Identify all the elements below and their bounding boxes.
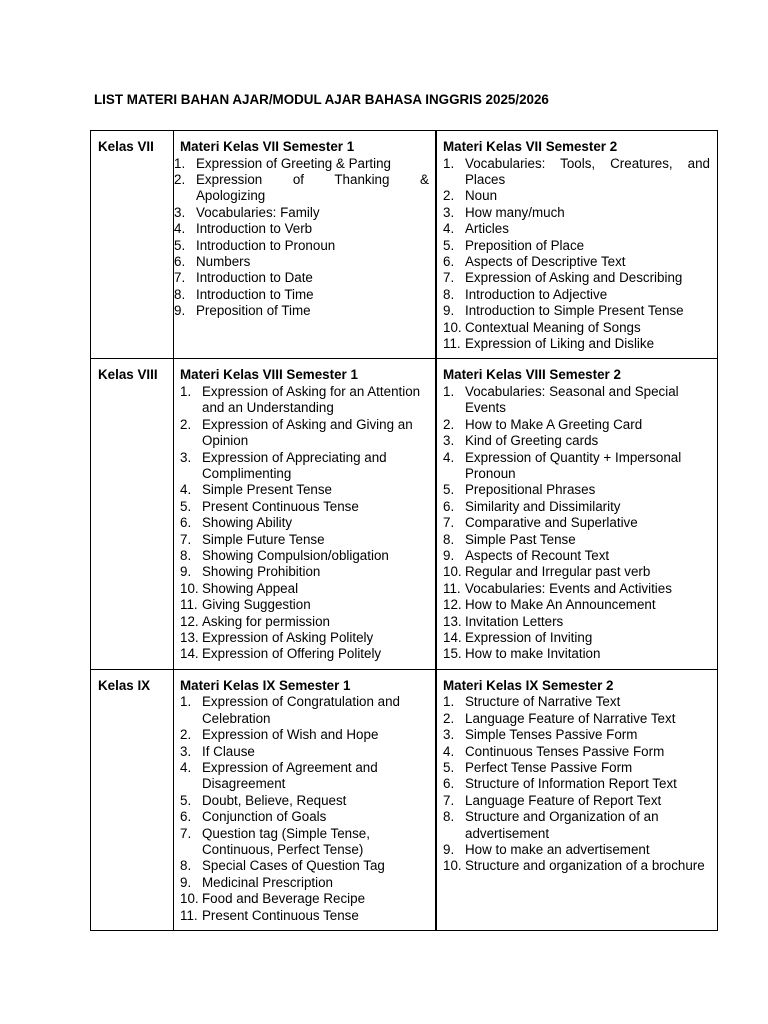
semester-1-cell — [174, 131, 437, 359]
item-number: 6. — [180, 809, 192, 825]
semester-2-cell — [436, 669, 718, 930]
item-number: 7. — [180, 531, 192, 547]
item-number: 1. — [443, 694, 455, 710]
item-number: 9. — [174, 303, 186, 319]
item-number: 6. — [174, 253, 186, 269]
item-number: 4. — [443, 449, 455, 465]
item-text: Similarity and Dissimilarity — [465, 498, 621, 514]
item-number: 12. — [443, 597, 462, 613]
item-number: 8. — [180, 547, 192, 563]
item-text: Prepositional Phrases — [465, 482, 596, 498]
list-item — [437, 694, 717, 710]
list-item — [437, 727, 717, 743]
item-text: Introduction to Time — [196, 286, 314, 302]
list-item — [437, 515, 717, 531]
item-number: 2. — [443, 188, 455, 204]
item-text: Expression of Liking and Dislike — [465, 335, 655, 351]
item-number: 13. — [180, 629, 199, 645]
item-number: 2. — [180, 416, 192, 432]
item-text: Expression of Offering Politely — [202, 646, 382, 662]
item-text: Simple Present Tense — [202, 482, 333, 498]
item-number: 6. — [443, 776, 455, 792]
item-number: 6. — [443, 253, 455, 269]
list-item — [174, 303, 435, 319]
list-item — [174, 254, 435, 270]
item-text: Kind of Greeting cards — [465, 433, 599, 449]
item-text: Vocabularies: Family — [196, 204, 320, 220]
kelas-cell — [91, 669, 174, 930]
list-item — [437, 646, 717, 662]
list-item — [437, 156, 717, 189]
list-item — [174, 384, 435, 417]
item-text — [196, 172, 435, 205]
list-item — [437, 776, 717, 792]
item-number: 9. — [443, 303, 455, 319]
item-text: Preposition of Place — [465, 237, 585, 253]
item-text: Introduction to Date — [196, 270, 313, 286]
item-text: Simple Future Tense — [202, 531, 325, 547]
item-number: 3. — [180, 743, 192, 759]
materi-list — [437, 694, 717, 874]
list-item — [174, 630, 435, 646]
list-item — [437, 858, 717, 874]
list-item — [437, 417, 717, 433]
item-number: 5. — [174, 237, 186, 253]
list-item — [174, 482, 435, 498]
item-text: Structure and organization of a brochure — [465, 858, 705, 874]
item-number: 2. — [174, 171, 186, 187]
item-text: Structure of Narrative Text — [465, 694, 621, 710]
item-number: 1. — [180, 694, 192, 710]
list-item — [437, 842, 717, 858]
item-number: 7. — [443, 515, 455, 531]
item-number: 8. — [443, 286, 455, 302]
semester-title: Materi Kelas VIII Semester 2 — [443, 367, 621, 383]
list-item — [174, 646, 435, 662]
item-text: Asking for permission — [202, 613, 331, 629]
list-item — [437, 205, 717, 221]
item-number: 10. — [443, 858, 462, 874]
item-number: 2. — [443, 416, 455, 432]
semester-title: Materi Kelas VII Semester 2 — [443, 139, 618, 154]
item-text: Present Continuous Tense — [202, 498, 359, 514]
materi-list — [437, 384, 717, 663]
list-item — [174, 858, 435, 874]
item-text: Expression of Congratulation and Celebration — [202, 694, 401, 726]
list-item — [437, 630, 717, 646]
list-item — [174, 270, 435, 286]
list-item — [174, 548, 435, 564]
item-number: 9. — [180, 564, 192, 580]
item-number: 1. — [443, 383, 455, 399]
item-text: Giving Suggestion — [202, 597, 311, 613]
list-item — [174, 221, 435, 237]
semester-2-cell — [436, 359, 718, 669]
item-text: Introduction to Simple Present Tense — [465, 303, 684, 319]
list-item — [437, 564, 717, 580]
item-text: How to Make A Greeting Card — [465, 416, 643, 432]
item-number: 9. — [443, 547, 455, 563]
item-text: Preposition of Time — [196, 303, 311, 319]
list-item — [437, 809, 717, 842]
item-number: 1. — [180, 383, 192, 399]
item-text-line: Expression of Thanking & — [196, 171, 429, 187]
item-number: 5. — [180, 498, 192, 514]
item-text: How to make Invitation — [465, 646, 601, 662]
item-number: 12. — [180, 613, 199, 629]
item-number: 3. — [174, 204, 186, 220]
list-item — [174, 875, 435, 891]
item-text: Doubt, Believe, Request — [202, 792, 347, 808]
item-number: 11. — [443, 580, 461, 596]
item-text: Regular and Irregular past verb — [465, 564, 651, 580]
item-text: Special Cases of Question Tag — [202, 858, 385, 874]
list-item — [174, 891, 435, 907]
item-text: If Clause — [202, 743, 255, 759]
semester-1-cell — [174, 669, 437, 930]
item-number: 4. — [443, 221, 455, 237]
item-text: Showing Compulsion/obligation — [202, 547, 389, 563]
list-item — [174, 908, 435, 924]
list-item — [174, 532, 435, 548]
item-text: Aspects of Recount Text — [465, 547, 610, 563]
list-item — [437, 188, 717, 204]
item-number: 5. — [443, 482, 455, 498]
list-item — [174, 172, 435, 205]
item-text — [465, 156, 717, 189]
list-item — [174, 499, 435, 515]
item-number: 14. — [443, 629, 462, 645]
list-item — [174, 156, 435, 172]
item-text: Question tag (Simple Tense, Continuous, Perfect Tense) — [202, 825, 370, 857]
item-number: 3. — [443, 204, 455, 220]
item-text: Numbers — [196, 253, 251, 269]
item-text: Structure of Information Report Text — [465, 776, 677, 792]
item-text: Language Feature of Narrative Text — [465, 710, 676, 726]
materi-list — [437, 156, 717, 353]
kelas-cell — [91, 131, 174, 359]
item-number: 11. — [180, 597, 198, 613]
item-number: 15. — [443, 646, 462, 662]
item-text: Expression of Appreciating and Complimenting — [202, 449, 387, 481]
item-text: Introduction to Adjective — [465, 286, 608, 302]
list-item — [437, 499, 717, 515]
item-number: 4. — [180, 482, 192, 498]
semester-2-cell — [436, 131, 718, 359]
item-number: 10. — [180, 891, 199, 907]
list-item — [174, 581, 435, 597]
item-text: Invitation Letters — [465, 613, 564, 629]
list-item — [174, 450, 435, 483]
list-item — [437, 711, 717, 727]
item-number: 3. — [443, 727, 455, 743]
list-item — [174, 614, 435, 630]
document-title: LIST MATERI BAHAN AJAR/MODUL AJAR BAHASA INGGRIS 2025/2026 — [94, 92, 549, 107]
item-number: 3. — [180, 449, 192, 465]
item-text: Expression of Quantity + Impersonal Pronoun — [465, 449, 682, 481]
item-text: Expression of Greeting & Parting — [196, 155, 392, 171]
item-number: 4. — [174, 221, 186, 237]
item-text: Simple Past Tense — [465, 531, 576, 547]
list-item — [437, 548, 717, 564]
list-item — [174, 809, 435, 825]
list-item — [437, 760, 717, 776]
table-row-kelas-viii — [91, 359, 718, 669]
list-item — [174, 564, 435, 580]
item-number: 14. — [180, 646, 199, 662]
semester-title: Materi Kelas IX Semester 1 — [180, 677, 351, 693]
materi-list — [174, 694, 435, 924]
item-number: 8. — [174, 286, 186, 302]
item-text: Structure and Organization of an advertisement — [465, 809, 659, 841]
materi-table — [90, 130, 718, 931]
list-item — [437, 433, 717, 449]
semester-title: Materi Kelas VII Semester 1 — [180, 139, 355, 154]
list-item — [437, 221, 717, 237]
item-text: Articles — [465, 221, 509, 237]
item-number: 4. — [180, 759, 192, 775]
list-item — [437, 238, 717, 254]
item-number: 7. — [443, 270, 455, 286]
item-text: How to Make An Announcement — [465, 597, 656, 613]
list-item — [437, 287, 717, 303]
item-text: Expression of Asking and Giving an Opinion — [202, 416, 413, 449]
list-item — [174, 205, 435, 221]
list-item — [437, 793, 717, 809]
list-item — [437, 614, 717, 630]
item-text: Present Continuous Tense — [202, 907, 359, 923]
list-item — [174, 760, 435, 793]
item-number: 6. — [180, 515, 192, 531]
list-item — [174, 287, 435, 303]
item-number: 8. — [443, 531, 455, 547]
item-number: 7. — [443, 792, 455, 808]
list-item — [437, 597, 717, 613]
item-number: 5. — [443, 759, 455, 775]
item-number: 9. — [443, 841, 455, 857]
item-text-line: Places — [465, 171, 506, 187]
kelas-label: Kelas VII — [98, 139, 154, 154]
list-item — [437, 336, 717, 352]
list-item — [174, 744, 435, 760]
list-item — [174, 694, 435, 727]
item-number: 8. — [443, 809, 455, 825]
item-text-line: Vocabularies: Tools, Creatures, and — [465, 155, 710, 171]
materi-list — [174, 156, 435, 320]
item-text: Simple Tenses Passive Form — [465, 727, 638, 743]
list-item — [437, 482, 717, 498]
list-item — [437, 320, 717, 336]
item-number: 4. — [443, 743, 455, 759]
item-number: 11. — [443, 335, 461, 351]
item-text: Expression of Wish and Hope — [202, 727, 379, 743]
item-text: Introduction to Verb — [196, 221, 313, 237]
item-text: Aspects of Descriptive Text — [465, 253, 626, 269]
list-item — [174, 417, 435, 450]
item-number: 6. — [443, 498, 455, 514]
list-item — [174, 515, 435, 531]
item-text: Expression of Agreement and Disagreement — [202, 759, 378, 792]
item-number: 11. — [180, 907, 198, 923]
item-number: 3. — [443, 433, 455, 449]
item-text: Conjunction of Goals — [202, 809, 327, 825]
list-item — [174, 727, 435, 743]
list-item — [437, 532, 717, 548]
kelas-label: Kelas IX — [98, 677, 151, 693]
table-row-kelas-vii — [91, 131, 718, 359]
item-number: 1. — [174, 155, 186, 171]
list-item — [174, 793, 435, 809]
item-text: Expression of Inviting — [465, 629, 593, 645]
materi-list — [174, 384, 435, 663]
item-text: Vocabularies: Seasonal and Special Events — [465, 383, 679, 416]
list-item — [437, 384, 717, 417]
item-text: Contextual Meaning of Songs — [465, 319, 641, 335]
item-number: 7. — [180, 825, 192, 841]
item-text: Introduction to Pronoun — [196, 237, 336, 253]
item-text: Showing Prohibition — [202, 564, 321, 580]
item-text: Showing Ability — [202, 515, 293, 531]
item-text: Vocabularies: Events and Activities — [465, 580, 672, 596]
item-text: Noun — [465, 188, 498, 204]
item-number: 5. — [180, 792, 192, 808]
list-item — [437, 254, 717, 270]
table-row-kelas-ix — [91, 669, 718, 930]
item-text: Expression of Asking for an Attention and an Understanding — [202, 383, 421, 416]
item-text: Expression of Asking and Describing — [465, 270, 683, 286]
item-number: 10. — [443, 319, 462, 335]
semester-1-cell — [174, 359, 437, 669]
item-number: 2. — [180, 727, 192, 743]
item-number: 8. — [180, 858, 192, 874]
item-text: Food and Beverage Recipe — [202, 891, 366, 907]
list-item — [174, 826, 435, 859]
item-number: 13. — [443, 613, 462, 629]
semester-title: Materi Kelas VIII Semester 1 — [180, 367, 358, 383]
item-text: Comparative and Superlative — [465, 515, 638, 531]
list-item — [437, 744, 717, 760]
semester-title: Materi Kelas IX Semester 2 — [443, 677, 614, 693]
item-text: Showing Appeal — [202, 580, 299, 596]
item-number: 10. — [443, 564, 462, 580]
list-item — [437, 450, 717, 483]
item-text: Language Feature of Report Text — [465, 792, 662, 808]
list-item — [437, 581, 717, 597]
list-item — [174, 597, 435, 613]
item-text: How to make an advertisement — [465, 841, 650, 857]
item-text-line: Apologizing — [196, 188, 266, 204]
item-number: 7. — [174, 270, 186, 286]
item-number: 1. — [443, 155, 455, 171]
kelas-label: Kelas VIII — [98, 367, 158, 383]
item-number: 10. — [180, 580, 199, 596]
item-text: Continuous Tenses Passive Form — [465, 743, 665, 759]
list-item — [174, 238, 435, 254]
list-item — [437, 303, 717, 319]
item-text: How many/much — [465, 204, 565, 220]
item-number: 5. — [443, 237, 455, 253]
item-text: Medicinal Prescription — [202, 874, 333, 890]
item-number: 9. — [180, 874, 192, 890]
item-number: 2. — [443, 710, 455, 726]
kelas-cell — [91, 359, 174, 669]
list-item — [437, 270, 717, 286]
item-text: Perfect Tense Passive Form — [465, 759, 633, 775]
item-text: Expression of Asking Politely — [202, 629, 374, 645]
